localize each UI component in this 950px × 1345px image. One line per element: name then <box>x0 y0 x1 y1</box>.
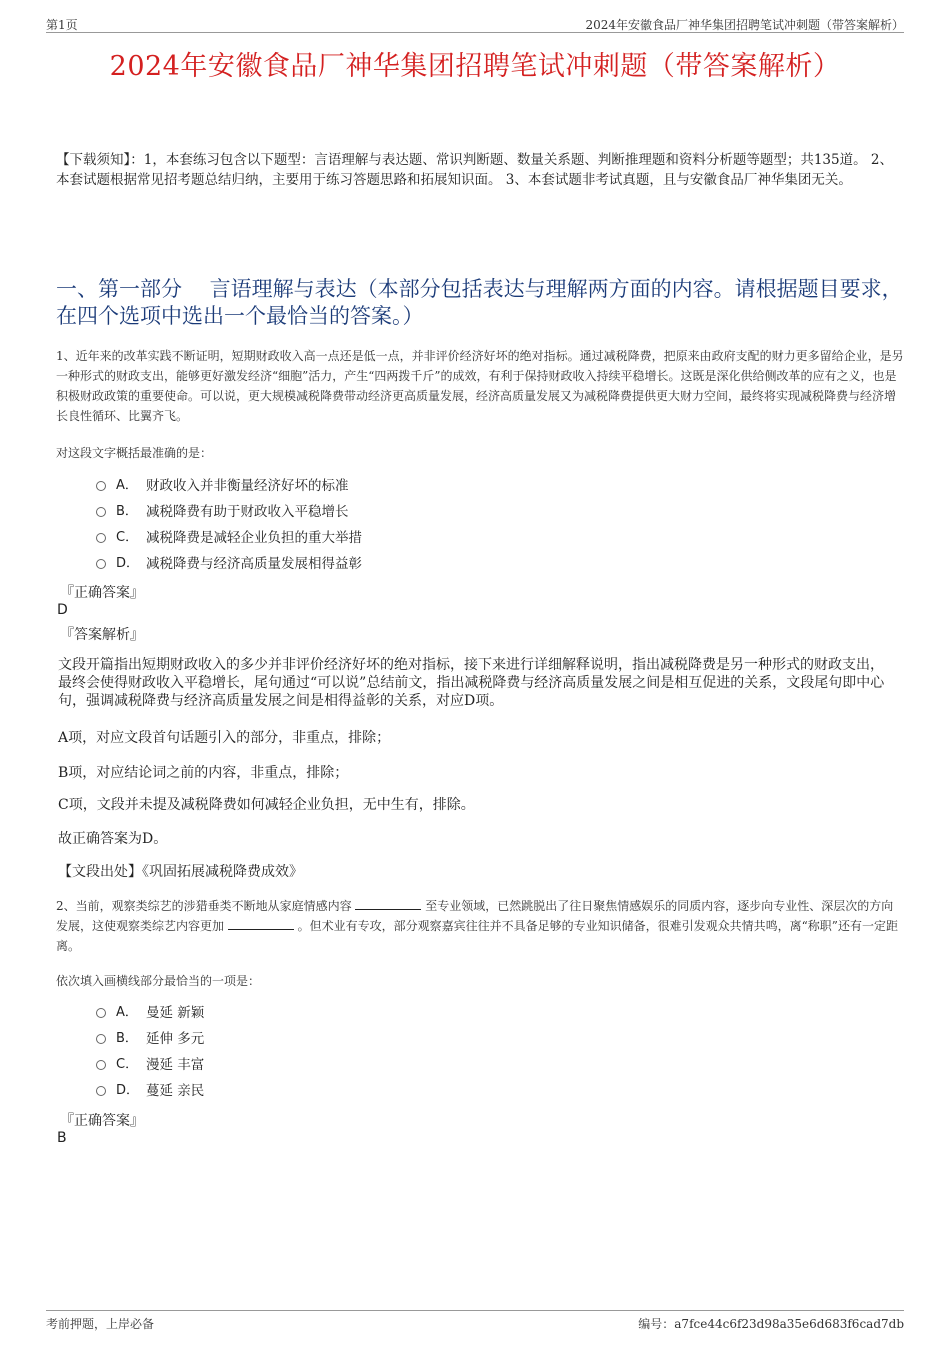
q1-passage: 1、近年来的改革实践不断证明，短期财政收入高一点还是低一点，并非评价经济好坏的绝对指标。通过减税降费，把原来由政府支配的财力更多留给企业，是另一种形式的财政支出，能够更好激发经济“细胞”活力，产生“四两拨千斤”的成效，有利于保持财政收入持续平稳增长。这既是深化供给侧改革的应有之义，也是积极财政政策的重要使命。可以说，更大规模减税降费带动经济更高质量发展，经济高质量发展又为减税降费提供更大财力空间，最终将实现减税降费与经济增长良性循环、比翼齐飞。 <box>56 349 904 423</box>
q2-answer-label: 『正确答案』 <box>60 1113 144 1129</box>
q1-option-d[interactable]: D． 减税降费与经济高质量发展相得益彰 <box>96 551 362 577</box>
page-number: 第1页 <box>46 18 78 32</box>
q2-passage: 2、当前，观察类综艺的涉猎垂类不断地从家庭情感内容 至专业领域，已然跳脱出了往日聚焦情感娱乐的同质内容，逐步向专业性、深层次的方向发展，这使观察类综艺内容更加 。但术业有专攻，部分观察嘉宾往往并不具备足够的专业知识储备，很难引发观众共情共鸣，离“称职”还有一定距离。 <box>56 899 898 953</box>
q1-source: 【文段出处】《巩固拓展减税降费成效》 <box>58 864 303 880</box>
radio-icon[interactable] <box>96 507 106 517</box>
page-footer <box>46 1310 904 1331</box>
section-heading: 一、第一部分 言语理解与表达（本部分包括表达与理解两方面的内容。请根据题目要求，在四个选项中选出一个最恰当的答案。） <box>56 277 903 328</box>
q1-analysis-line-a: A项，对应文段首句话题引入的部分，非重点，排除； <box>58 730 391 746</box>
q1-conclusion: 故正确答案为D。 <box>58 831 168 847</box>
q1-analysis: 文段开篇指出短期财政收入的多少并非评价经济好坏的绝对指标，接下来进行详细解释说明，指出减税降费是另一种形式的财政支出，最终会使得财政收入平稳增长，尾句通过“可以说”总结前文，指出减税降费与经济高质量发展之间是相互促进的关系，文段尾句即中心句，强调减税降费与经济高质量发展之间是相得益彰的关系，对应D项。 <box>58 657 885 709</box>
fill-blank-2[interactable] <box>228 917 294 930</box>
radio-icon[interactable] <box>96 533 106 543</box>
footer-slogan: 考前押题，上岸必备 <box>46 1317 155 1331</box>
q1-analysis-line-c: C项，文段并未提及减税降费如何减轻企业负担，无中生有，排除。 <box>58 797 475 813</box>
q2-options <box>96 1000 204 1104</box>
q2-option-a[interactable]: A． 曼延 新颖 <box>96 1000 204 1026</box>
radio-icon[interactable] <box>96 1034 106 1044</box>
q1-analysis-line-b: B项，对应结论词之前的内容，非重点，排除； <box>58 765 349 781</box>
q1-option-b[interactable]: B． 减税降费有助于财政收入平稳增长 <box>96 499 362 525</box>
radio-icon[interactable] <box>96 1008 106 1018</box>
download-notice: 【下载须知】：1，本套练习包含以下题型：言语理解与表达题、常识判断题、数量关系题、判断推理题和资料分析题等题型；共135道。 2、本套试题根据常见招考题总结归纳，主要用于练习答题思路和拓展知识面。 3、本套试题非考试真题，且与安徽食品厂神华集团无关。 <box>56 152 893 188</box>
radio-icon[interactable] <box>96 481 106 491</box>
radio-icon[interactable] <box>96 1086 106 1096</box>
q1-analysis-label: 『答案解析』 <box>60 627 144 643</box>
q2-answer: B <box>57 1130 67 1146</box>
q1-answer: D <box>57 602 68 618</box>
q1-option-c[interactable]: C． 减税降费是减轻企业负担的重大举措 <box>96 525 362 551</box>
footer-doc-id: 编号：a7fce44c6f23d98a35e6d683f6cad7db <box>638 1317 904 1331</box>
q1-options <box>96 473 362 577</box>
q2-option-c[interactable]: C． 漫延 丰富 <box>96 1052 204 1078</box>
header-doc-title: 2024年安徽食品厂神华集团招聘笔试冲刺题（带答案解析） <box>585 18 904 32</box>
radio-icon[interactable] <box>96 1060 106 1070</box>
q2-question: 依次填入画横线部分最恰当的一项是： <box>56 974 261 988</box>
q1-option-a[interactable]: A． 财政收入并非衡量经济好坏的标准 <box>96 473 362 499</box>
page-header <box>46 14 904 33</box>
q2-option-b[interactable]: B． 延伸 多元 <box>96 1026 204 1052</box>
fill-blank-1[interactable] <box>355 897 421 910</box>
document-title: 2024年安徽食品厂神华集团招聘笔试冲刺题（带答案解析） <box>109 51 841 82</box>
radio-icon[interactable] <box>96 559 106 569</box>
q1-question: 对这段文字概括最准确的是： <box>56 446 213 460</box>
q2-option-d[interactable]: D． 蔓延 亲民 <box>96 1078 204 1104</box>
q1-answer-label: 『正确答案』 <box>60 585 144 601</box>
